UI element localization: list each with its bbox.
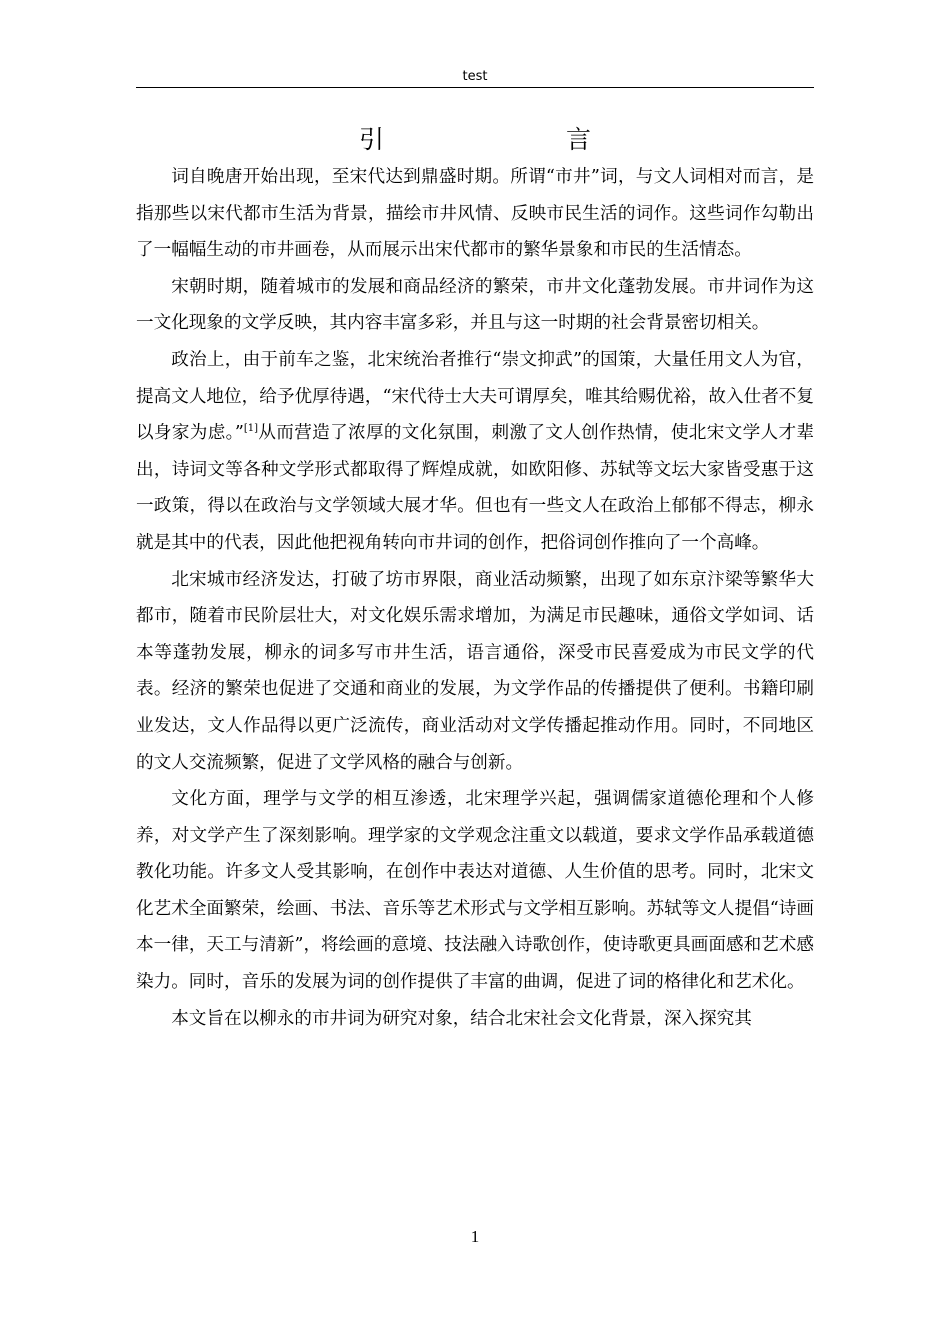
paragraph-3-text-after: 从而营造了浓厚的文化氛围，刺激了文人创作热情，使北宋文学人才辈出，诗词文等各种文学形式都取得了辉煌成就，如欧阳修、苏轼等文坛大家皆受惠于这一政策，得以在政治与文学领域大展才华。但也有一些文人在政治上郁郁不得志，柳永就是其中的代表，因此他把视角转向市井词的创作，把俗词创作推向了一个高峰。 bbox=[136, 423, 814, 553]
paragraph-5: 文化方面，理学与文学的相互渗透，北宋理学兴起，强调儒家道德伦理和个人修养，对文学产生了深刻影响。理学家的文学观念注重文以载道，要求文学作品承载道德教化功能。许多文人受其影响，在创作中表达对道德、人生价值的思考。同时，北宋文化艺术全面繁荣，绘画、书法、音乐等艺术形式与文学相互影响。苏轼等文人提倡“诗画本一律，天工与清新”，将绘画的意境、技法融入诗歌创作，使诗歌更具画面感和艺术感染力。同时，音乐的发展为词的创作提供了丰富的曲调，促进了词的格律化和艺术化。 bbox=[136, 789, 814, 993]
page-header: test bbox=[462, 69, 488, 84]
citation-marker[interactable]: [1] bbox=[243, 423, 258, 435]
section-title: 引 言 bbox=[358, 125, 635, 154]
header-rule bbox=[136, 87, 814, 88]
paragraph-3 bbox=[136, 342, 814, 562]
paragraph-2: 宋朝时期，随着城市的发展和商品经济的繁荣，市井文化蓬勃发展。市井词作为这一文化现象的文学反映，其内容丰富多彩，并且与这一时期的社会背景密切相关。 bbox=[136, 276, 814, 334]
paragraph-3-text-before: 政治上，由于前车之鉴，北宋统治者推行“崇文抑武”的国策，大量任用文人为官，提高文人地位，给予优厚待遇，“宋代待士大夫可谓厚矣，唯其给赐优裕，故入仕者不复以身家为虑。” bbox=[136, 349, 814, 444]
body-text bbox=[136, 159, 814, 1037]
paragraph-1: 词自晚唐开始出现，至宋代达到鼎盛时期。所谓“市井”词，与文人词相对而言，是指那些以宋代都市生活为背景，描绘市井风情、反映市民生活的词作。这些词作勾勒出了一幅幅生动的市井画卷，从而展示出宋代都市的繁华景象和市民的生活情态。 bbox=[136, 167, 814, 261]
paragraph-4: 北宋城市经济发达，打破了坊市界限，商业活动频繁，出现了如东京汴梁等繁华大都市，随着市民阶层壮大，对文化娱乐需求增加，为满足市民趣味，通俗文学如词、话本等蓬勃发展，柳永的词多写市井生活，语言通俗，深受市民喜爱成为市民文学的代表。经济的繁荣也促进了交通和商业的发展，为文学作品的传播提供了便利。书籍印刷业发达，文人作品得以更广泛流传，商业活动对文学传播起推动作用。同时，不同地区的文人交流频繁，促进了文学风格的融合与创新。 bbox=[136, 569, 814, 773]
page-number: 1 bbox=[470, 1227, 480, 1246]
paragraph-6: 本文旨在以柳永的市井词为研究对象，结合北宋社会文化背景，深入探究其 bbox=[171, 1008, 752, 1029]
